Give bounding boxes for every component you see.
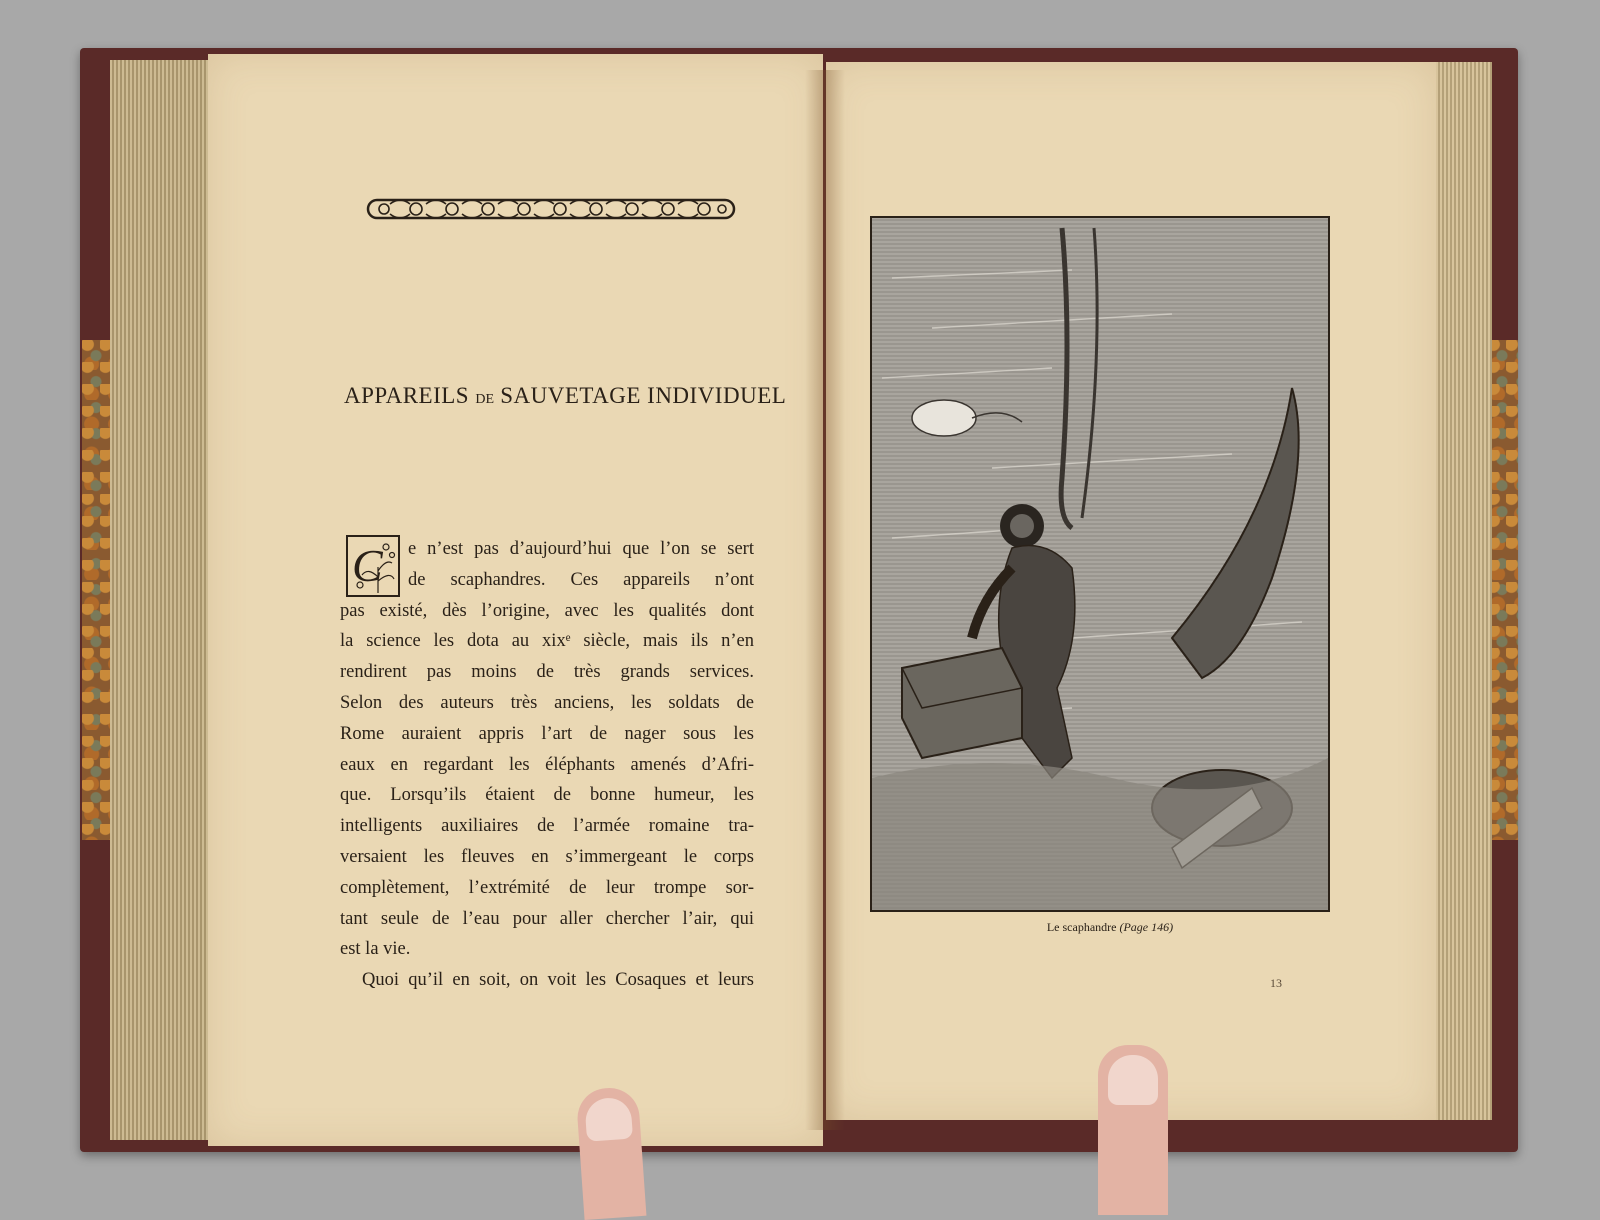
title-part-3: SAUVETAGE INDIVIDUEL xyxy=(500,383,787,408)
text-line: eaux en regardant les éléphants amenés d’Afri- xyxy=(340,754,754,775)
text-line: la science les dota au xixᵉ siècle, mais ils n’en xyxy=(340,631,754,652)
title-part-2: DE xyxy=(475,392,495,407)
ornament-headband-icon xyxy=(360,192,742,226)
text-line: pas existé, dès l’origine, avec les qualités dont xyxy=(340,600,754,621)
text-line: intelligents auxiliaires de l’armée romaine tra- xyxy=(340,816,754,837)
text-line: versaient les fleuves en s’immergeant le corps xyxy=(340,846,754,867)
text-line: e n’est pas d’aujourd’hui que l’on se sert xyxy=(408,539,754,559)
page-edges-left xyxy=(110,60,210,1140)
plate-caption xyxy=(1000,920,1220,935)
diver-engraving-icon xyxy=(872,218,1328,910)
text-line: rendirent pas moins de très grands services. xyxy=(340,662,754,683)
text-line: de scaphandres. Ces appareils n’ont xyxy=(408,569,754,590)
caption-text: Le scaphandre xyxy=(1046,920,1117,934)
fingernail xyxy=(584,1097,633,1142)
chapter-title xyxy=(344,383,787,409)
marbled-corner-right xyxy=(1488,340,1518,840)
text-line: que. Lorsqu’ils étaient de bonne humeur, les xyxy=(340,785,754,806)
drop-cap-letter: C xyxy=(352,540,383,591)
book-gutter xyxy=(805,70,845,1130)
text-line: complètement, l’extrémité de leur trompe sor- xyxy=(340,877,754,898)
finger-right xyxy=(1098,1045,1168,1215)
text-line: Quoi qu’il en soit, on voit les Cosaques et leurs xyxy=(362,970,754,991)
page-edges-right xyxy=(1428,62,1492,1120)
text-line: tant seule de l’eau pour aller chercher l’air, qui xyxy=(340,908,754,929)
caption-page-ref: (Page 146) xyxy=(1119,920,1174,934)
text-line: est la vie. xyxy=(340,939,411,960)
marbled-corner-left xyxy=(82,340,112,840)
illustration-plate xyxy=(870,216,1330,912)
text-line: Rome auraient appris l’art de nager sous les xyxy=(340,723,754,744)
fingernail xyxy=(1108,1055,1158,1105)
page-number: 13 xyxy=(1270,976,1282,990)
body-text xyxy=(340,534,754,996)
text-line: Selon des auteurs très anciens, les soldats de xyxy=(340,692,754,713)
title-part-1: APPAREILS xyxy=(344,383,470,408)
